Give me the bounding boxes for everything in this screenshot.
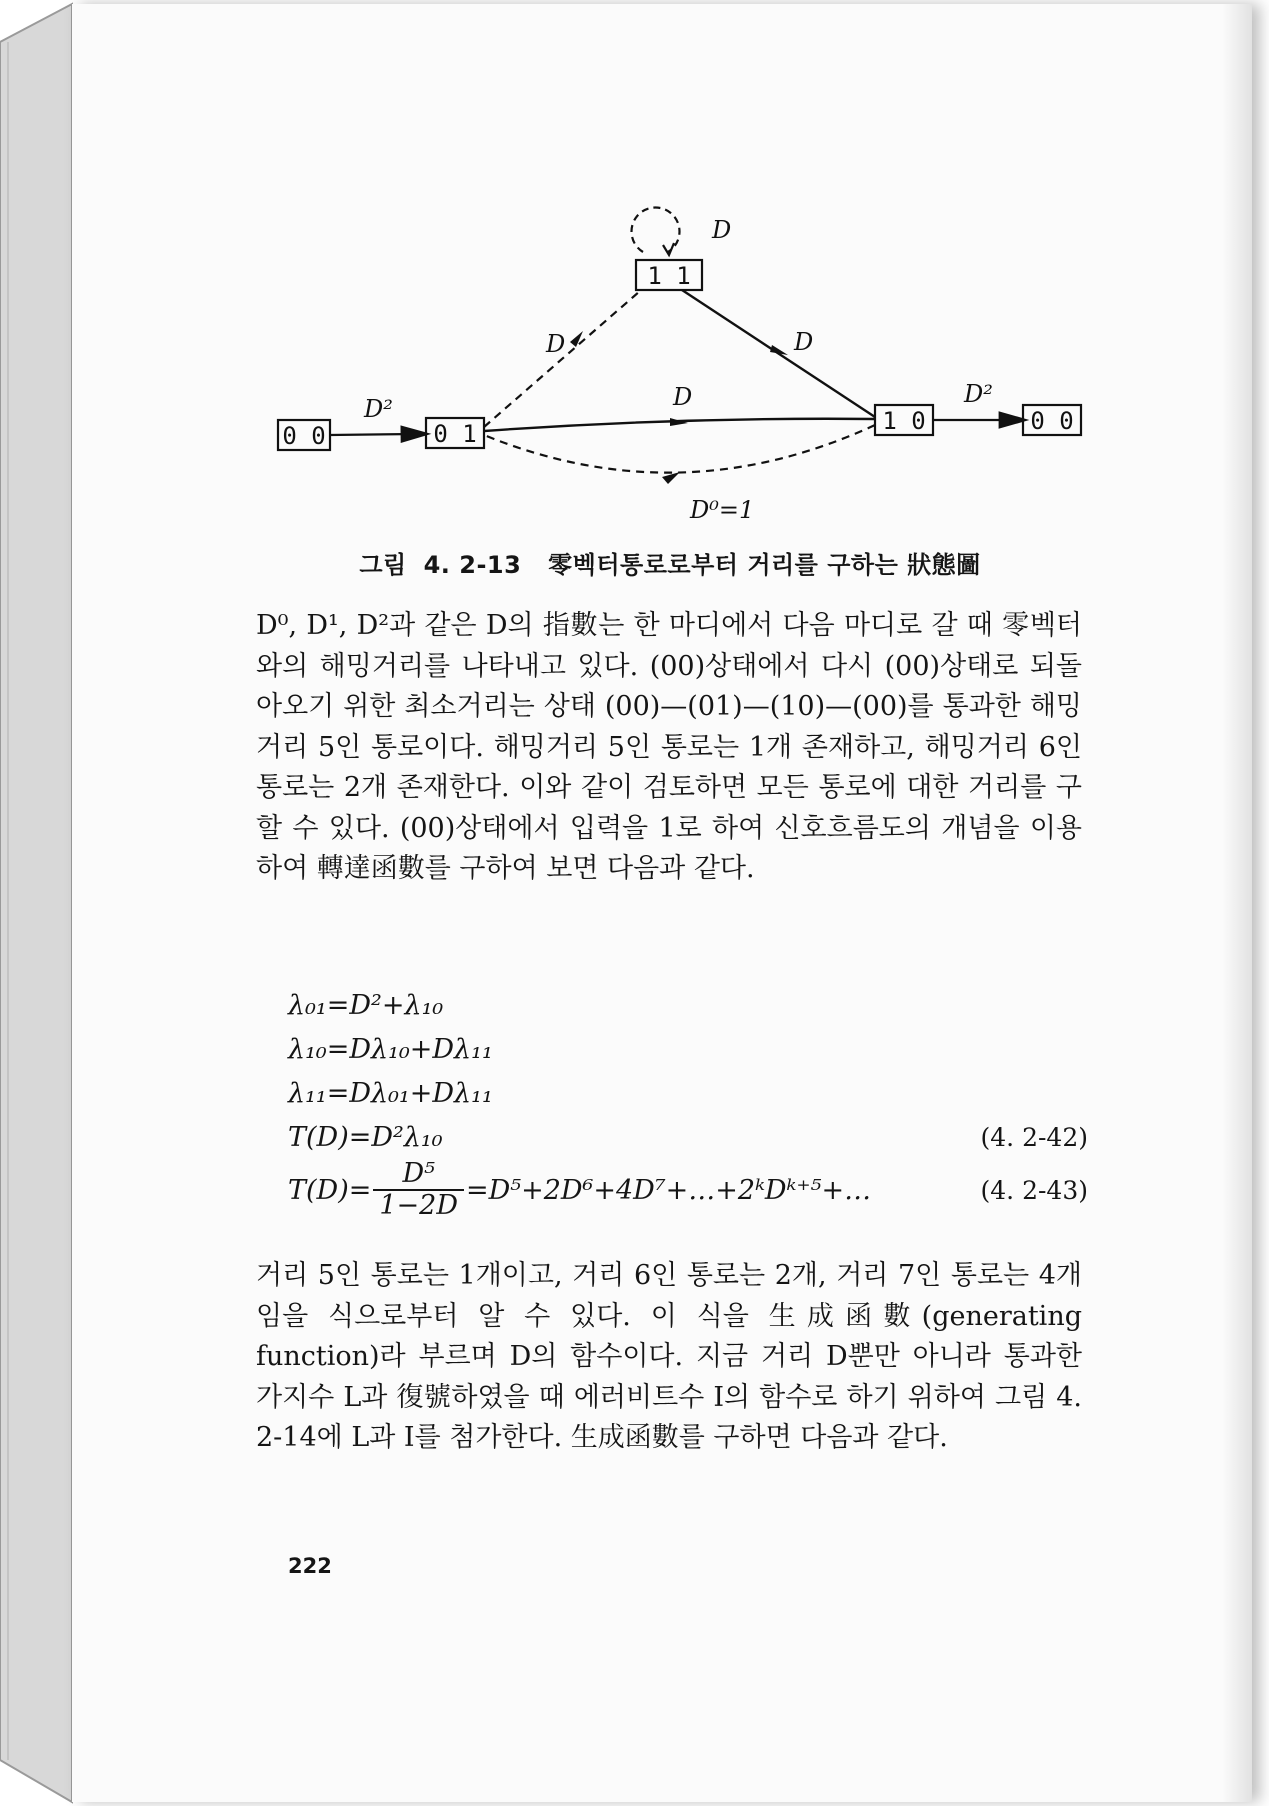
caption-number: 4. 2-13 (423, 551, 522, 579)
label-11-10: D (794, 328, 814, 356)
label-01-10: D (673, 383, 693, 411)
equation-3-text: λ₁₁=Dλ₀₁+Dλ₁₁ (288, 1078, 493, 1109)
label-10-01: D⁰=1 (690, 496, 755, 524)
equation-block (288, 984, 1088, 1222)
equation-1-text: λ₀₁=D²+λ₁₀ (288, 990, 444, 1021)
self-loop-11 (632, 208, 680, 255)
equation-2-text: λ₁₀=Dλ₁₀+Dλ₁₁ (288, 1034, 493, 1065)
equation-5-denominator: 1−2D (379, 1189, 458, 1221)
figure-caption (260, 545, 1080, 580)
edge-01-10 (484, 418, 875, 431)
caption-label: 그림 (359, 551, 407, 579)
equation-4-text: T(D)=D²λ₁₀ (288, 1122, 443, 1153)
edge-00-01 (330, 434, 416, 435)
equation-2 (288, 1028, 1088, 1072)
equation-4-tag: (4. 2-42) (980, 1123, 1088, 1152)
state-01-label: 0 1 (433, 420, 477, 448)
label-00-01: D² (364, 395, 393, 423)
paragraph-2: 거리 5인 통로는 1개이고, 거리 6인 통로는 2개, 거리 7인 통로는 4개임을 식으로부터 알 수 있다. 이 식을 生成函數(generating function)라 부르며 D의 함수이다. 지금 거리 D뿐만 아니라 통과한 가지수 L과 復號하였을 때 에러비트수 I의 함수로 하기 위하여 그림 4. 2-14에 L과 I를 첨가한다. 生成函數를 구하면 다음과 같다. (256, 1260, 1082, 1453)
state-00-left (278, 420, 330, 450)
state-10 (875, 405, 933, 435)
label-10-00: D² (964, 380, 993, 408)
state-00-right-label: 0 0 (1030, 407, 1074, 435)
equation-5-numerator: D⁵ (373, 1159, 464, 1191)
state-00-right (1023, 405, 1081, 435)
page-number: 222 (288, 1554, 332, 1578)
equation-5-rhs: =D⁵+2D⁶+4D⁷+…+2ᵏDᵏ⁺⁵+… (466, 1175, 872, 1206)
state-11-label: 1 1 (647, 262, 691, 290)
equation-5-fraction (373, 1159, 464, 1221)
edge-01-11 (484, 291, 640, 427)
paragraph-1: D⁰, D¹, D²과 같은 D의 指數는 한 마디에서 다음 마디로 갈 때 零벡터와의 해밍거리를 나타내고 있다. (00)상태에서 다시 (00)상태로 되돌아오기 위한 최소거리는 상태 (00)—(01)—(10)—(00)를 통과한 해밍거리 5인 통로이다. 해밍거리 5인 통로는 1개 존재하고, 해밍거리 6인 통로는 2개 존재한다. 이와 같이 검토하면 모든 통로에 대한 거리를 구할 수 있다. (00)상태에서 입력을 1로 하여 신호흐름도의 개념을 이용하여 轉達函數를 구하여 보면 다음과 같다. (256, 610, 1082, 884)
equation-5 (288, 1157, 1088, 1222)
state-diagram (270, 195, 1090, 540)
equation-4 (288, 1116, 1088, 1160)
equation-1 (288, 984, 1088, 1028)
equation-5-tag: (4. 2-43) (980, 1176, 1088, 1205)
state-00-left-label: 0 0 (282, 422, 326, 450)
state-01 (426, 418, 484, 448)
edge-11-10 (682, 290, 875, 417)
equation-5-lhs: T(D)= (288, 1175, 372, 1206)
equation-3 (288, 1072, 1088, 1116)
label-01-11: D (546, 330, 566, 358)
label-self-loop: D (712, 216, 732, 244)
state-10-label: 1 0 (882, 407, 926, 435)
caption-text: 零벡터통로로부터 거리를 구하는 狀態圖 (548, 551, 981, 579)
state-11 (636, 260, 702, 290)
edge-10-01 (484, 425, 875, 484)
page-edge-shadow (1222, 4, 1252, 1802)
